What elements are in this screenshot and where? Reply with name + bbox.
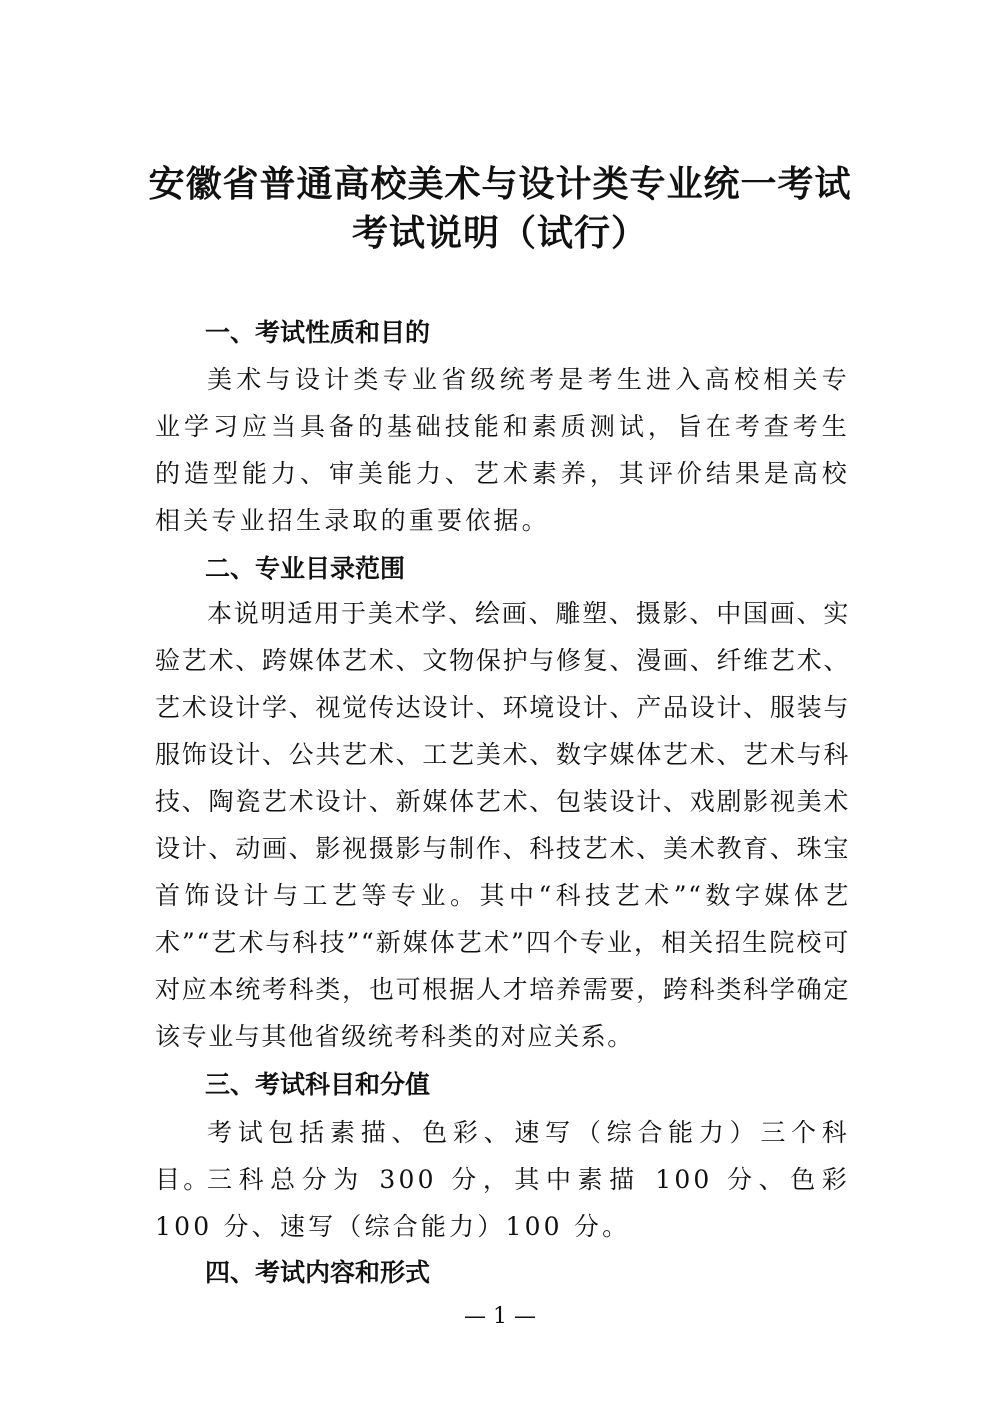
page-number: — 1 — <box>464 1304 536 1329</box>
section-heading-content-format: 四、考试内容和形式 <box>205 1258 431 1287</box>
section-paragraph: 本说明适用于美术学、绘画、雕塑、摄影、中国画、实验艺术、跨媒体艺术、文物保护与修复、漫画、纤维艺术、艺术设计学、视觉传达设计、环境设计、产品设计、服装与服饰设计、公共艺术、工艺美术、数字媒体艺术、艺术与科技、陶瓷艺术设计、新媒体艺术、包装设计、戏剧影视美术设计、动画、影视摄影与制作、科技艺术、美术教育、珠宝首饰设计与工艺等专业。其中“科技艺术”“数字媒体艺术”“艺术与科技”“新媒体艺术”四个专业，相关招生院校可对应本统考科类，也可根据人才培养需要，跨科类科学确定该专业与其他省级统考科类的对应关系。 <box>155 599 850 1051</box>
section-heading-major-scope: 二、专业目录范围 <box>205 554 406 583</box>
section-paragraph: 三科总分为 300 分，其中素描 100 分、色彩 100 分、速写（综合能力）100 分。 <box>155 1165 850 1241</box>
section-heading-nature-purpose: 一、考试性质和目的 <box>205 318 431 347</box>
section-paragraph: 美术与设计类专业省级统考是考生进入高校相关专业学习应当具备的基础技能和素质测试，旨在考查考生的造型能力、审美能力、艺术素养，其评价结果是高校相关专业招生录取的重要依据。 <box>155 365 850 535</box>
document-title-line1: 安徽省普通高校美术与设计类专业统一考试 <box>148 164 852 205</box>
section-paragraph: 考试包括素描、色彩、速写（综合能力）三个科目。 <box>155 1118 850 1194</box>
section-heading-subjects-scores: 三、考试科目和分值 <box>205 1070 431 1099</box>
document-title-line2: 考试说明（试行） <box>351 213 648 254</box>
